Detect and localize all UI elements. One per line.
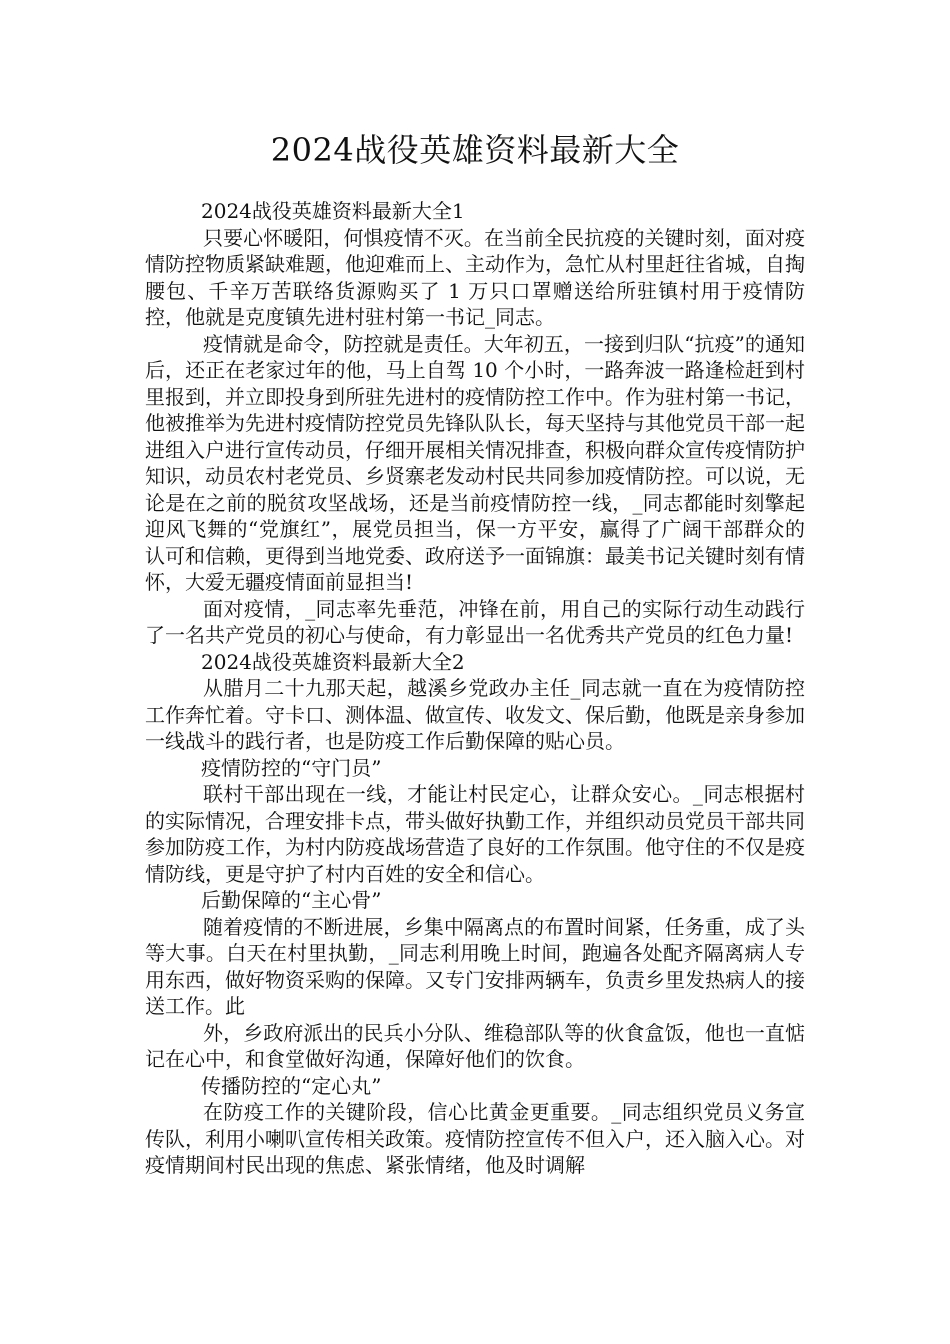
- document-body: [145, 198, 805, 1179]
- paragraph: 从腊月二十九那天起，越溪乡党政办主任_同志就一直在为疫情防控工作奔忙着。守卡口、测体温、做宣传、收发文、保后勤，他既是亲身参加一线战斗的践行者，也是防疫工作后勤保障的贴心员。: [145, 676, 805, 753]
- document-title: 2024战役英雄资料最新大全: [270, 131, 680, 169]
- section-heading-1: 2024战役英雄资料最新大全1: [201, 199, 465, 223]
- subheading-reassurance: 传播防控的“定心丸”: [201, 1073, 382, 1098]
- paragraph: 随着疫情的不断进展，乡集中隔离点的布置时间紧，任务重，成了头等大事。白天在村里执勤，_同志利用晚上时间，跑遍各处配齐隔离病人专用东西，做好物资采购的保障。又专门安排两辆车，负责乡里发热病人的接送工作。此: [145, 914, 805, 1018]
- paragraph: 联村干部出现在一线，才能让村民定心，让群众安心。_同志根据村的实际情况，合理安排卡点，带头做好执勤工作，并组织动员党员干部共同参加防疫工作，为村内防疫战场营造了良好的工作氛围。他守住的不仅是疫情防线，更是守护了村内百姓的安全和信心。: [145, 782, 805, 886]
- subheading-backbone: 后勤保障的“主心骨”: [201, 888, 382, 912]
- subheading-gatekeeper: 疫情防控的“守门员”: [201, 755, 382, 780]
- paragraph: 外，乡政府派出的民兵小分队、维稳部队等的伙食盒饭，他也一直惦记在心中，和食堂做好沟通，保障好他们的饮食。: [145, 1020, 805, 1071]
- paragraph: 疫情就是命令，防控就是责任。大年初五，一接到归队“抗疫”的通知后，还正在老家过年的他，马上自驾 10 个小时，一路奔波一路逢检赶到村里报到，并立即投身到所驻先进村的疫情防控工作中。作为驻村第一书记，他被推举为先进村疫情防控党员先锋队队长，每天坚持与其他党员干部一起进组入户进行宣传动员，仔细开展相关情况排查，积极向群众宣传疫情防护知识，动员农村老党员、乡贤寨老发动村民共同参加疫情防控。可以说，无论是在之前的脱贫攻坚战场，还是当前疫情防控一线，_同志都能时刻擎起迎风飞舞的“党旗红”，展党员担当，保一方平安，赢得了广阔干部群众的认可和信赖，更得到当地党委、政府送予一面锦旗：最美书记关键时刻有情怀，大爱无疆疫情面前显担当!: [145, 331, 805, 594]
- paragraph: 面对疫情，_同志率先垂范，冲锋在前，用自己的实际行动生动践行了一名共产党员的初心与使命，有力彰显出一名优秀共产党员的红色力量!: [145, 596, 805, 647]
- paragraph: 只要心怀暖阳，何惧疫情不灭。在当前全民抗疫的关键时刻，面对疫情防控物质紧缺难题，他迎难而上、主动作为，急忙从村里赶往省城，自掏腰包、千辛万苦联络货源购买了 1 万只口罩赠送给所驻镇村用于疫情防控，他就是克度镇先进村驻村第一书记_同志。: [145, 225, 805, 329]
- section-heading-2: 2024战役英雄资料最新大全2: [201, 649, 465, 674]
- paragraph: 在防疫工作的关键阶段，信心比黄金更重要。_同志组织党员义务宣传队，利用小喇叭宣传相关政策。疫情防控宣传不但入户，还入脑入心。对疫情期间村民出现的焦虑、紧张情绪，他及时调解: [145, 1100, 805, 1177]
